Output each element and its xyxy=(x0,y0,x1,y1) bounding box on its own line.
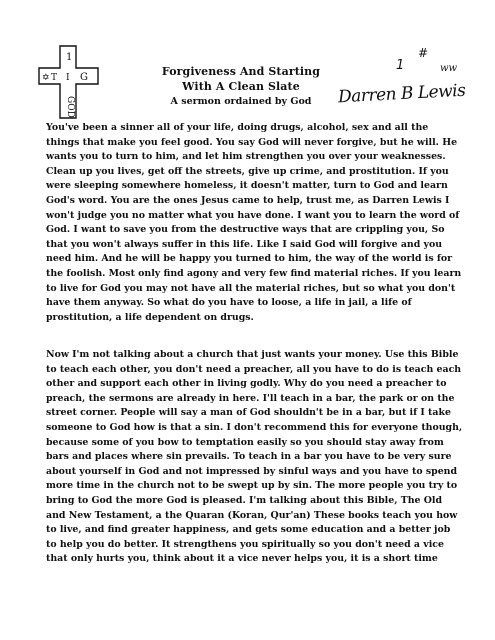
signature-text: Darren B Lewis xyxy=(337,80,466,108)
cross-letter-top: 1 xyxy=(66,52,73,63)
cross-letter-star: ✡ xyxy=(42,73,50,83)
title-block xyxy=(128,64,354,109)
paragraph-1: You've been a sinner all of your life, doing drugs, alcohol, sex and all the things that make you feel good. You say God will never forgive, but he will. He wants you to turn to him, and let him strengthen you over your weaknesses. Clean up you lives, get off the streets, give up crime, and prostitution. If you were sleeping somewhere homeless, it doesn't matter, turn to God and learn God's word. You are the ones Jesus came to help, trust me, as Darren Lewis I won't judge you no matter what you have done. I want you to learn the word of God. I want to save you from the destructive ways that are crippling you, So that you won't always suffer in this life. Like I said God will forgive and you need him. And he will be happy you turned to him, the way of the world is for the foolish. Most only find agony and very few find material riches. If you learn to live for God you may not have all the material riches, but so what you don't have them anyway. So what do you have to loose, a life in jail, a life of prostitution, a life dependent on drugs. xyxy=(46,122,462,323)
initials: ww xyxy=(440,63,458,74)
hash-note: # xyxy=(418,46,429,60)
page-number: 1 xyxy=(396,58,405,73)
cross-letter-left: T xyxy=(51,73,58,83)
signature xyxy=(338,72,478,112)
cross-letter-right: G xyxy=(80,72,88,83)
cross-icon xyxy=(36,44,102,120)
title-line-2: With A Clean Slate xyxy=(182,80,300,93)
cross-letter-lower: GOD xyxy=(65,96,75,118)
paragraph-2: Now I'm not talking about a church that just wants your money. Use this Bible to teach each other, you don't need a preacher, all you have to do is teach each other and support each other in living godly. Why do you need a preacher to preach, the sermons are already in here. I'll teach in a bar, the park or on the street corner. People will say a man of God shouldn't be in a bar, but if I take someone to God how is that a sin. I don't recommend this for everyone though, because some of you bow to temptation easily so you should stay away from bars and places where sin prevails. To teach in a bar you have to be very sure about yourself in God and not impressed by sinful ways and you have to spend more time in the church not to be swept up by sin. The more people you try to bring to God the more God is pleased. I'm talking about this Bible, The Old and New Testament, a the Quaran (Koran, Qur'an) These books teach you how to live, and find greater happiness, and gets some education and a better job to help you do better. It strengthens you spiritually so you don't need a vice that only hurts you, think about it a vice never helps you, it is a short time xyxy=(46,349,463,565)
cross-letter-center: I xyxy=(66,73,70,83)
title-line-1: Forgiveness And Starting xyxy=(161,65,321,78)
subtitle: A sermon ordained by God xyxy=(170,96,312,107)
